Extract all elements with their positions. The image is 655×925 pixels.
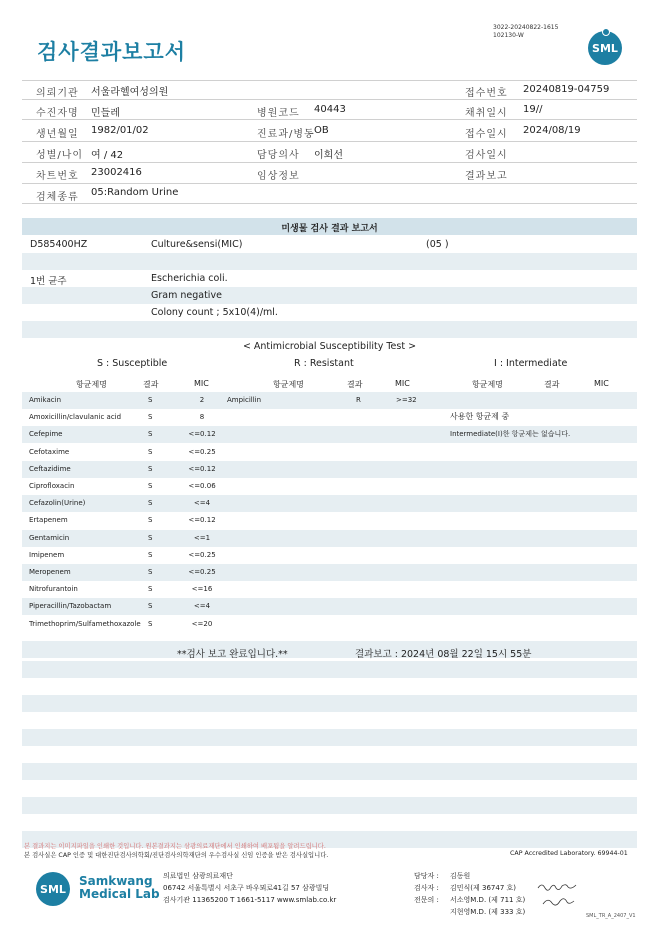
dept-label: 진료과/병동 — [257, 129, 315, 140]
test-name: Culture&sensi(MIC) — [151, 239, 243, 250]
stripe — [22, 661, 637, 678]
legend-susceptible: S : Susceptible — [97, 358, 168, 369]
recv-no-label: 접수번호 — [465, 88, 508, 99]
drug-result: S — [148, 568, 153, 576]
intermediate-note-1: 사용한 항균제 중 — [450, 412, 510, 421]
drug-result: S — [148, 430, 153, 439]
drug-name: Nitrofurantoin — [29, 585, 78, 594]
drug-name: Ertapenem — [29, 516, 68, 525]
drug-mic: <=0.12 — [188, 430, 216, 439]
table-row-stripe — [22, 641, 637, 658]
resistant-result: R — [356, 396, 361, 404]
drug-result: S — [148, 533, 153, 542]
col-mic-header: MIC — [194, 379, 209, 388]
drug-mic: <=0.12 — [188, 516, 216, 525]
drug-name: Piperacillin/Tazobactam — [29, 602, 112, 611]
test-date-label: 검사일시 — [465, 150, 508, 161]
org-name: 의료법인 삼광의료재단 — [163, 872, 233, 880]
ward-code-label: 병원코드 — [257, 108, 300, 119]
table-row-stripe — [22, 392, 637, 409]
divider — [22, 162, 637, 163]
tester-name: 김민식(제 36747 호) — [450, 884, 516, 892]
cap-accreditation: CAP Accredited Laboratory. 69944-01 — [510, 850, 628, 857]
cert-note: 본 검사실은 CAP 인증 및 대한진단검사의학회/진단검사의학재단의 우수검사실 신임 인증을 받은 검사실입니다. — [24, 852, 329, 859]
drug-name: Trimethoprim/Sulfamethoxazole — [29, 619, 141, 628]
org-value: 서울라헬여성의원 — [91, 87, 169, 98]
drug-result: S — [148, 396, 153, 404]
table-row-stripe — [22, 495, 637, 512]
col-drug-header: 항균제명 — [76, 380, 107, 389]
drug-name: Cefepime — [29, 430, 63, 439]
doctor-value: 이희선 — [314, 150, 343, 161]
legend-resistant: R : Resistant — [294, 358, 354, 369]
staff-name: 김동원 — [450, 872, 471, 880]
table-row-stripe — [22, 530, 637, 547]
stripe — [22, 287, 637, 304]
drug-mic: <=0.12 — [188, 464, 216, 473]
table-row-stripe — [22, 564, 637, 581]
drug-result: S — [148, 413, 153, 422]
legend-intermediate: I : Intermediate — [494, 358, 568, 369]
isolate-label: 1번 균주 — [30, 276, 67, 287]
drug-result: S — [148, 447, 153, 456]
drug-name: Ceftazidime — [29, 464, 71, 473]
drug-name: Meropenem — [29, 568, 71, 576]
drug-mic: 8 — [199, 413, 205, 422]
stripe — [22, 729, 637, 746]
report-complete: **검사 보고 완료입니다.** — [177, 649, 288, 660]
specialist-2: 지현영M.D. (제 333 호) — [450, 908, 526, 916]
staff-label: 담당자 : — [414, 872, 439, 880]
sex-value: 여 / 42 — [91, 150, 124, 161]
col-result-header: 결과 — [143, 380, 159, 389]
drug-mic: <=16 — [191, 585, 213, 594]
drug-name: Cefazolin(Urine) — [29, 499, 86, 508]
col-result-header: 결과 — [347, 380, 363, 389]
section-title: 미생물 검사 결과 보고서 — [281, 224, 378, 234]
report-time: 결과보고 : 2024년 08월 22일 15시 55분 — [355, 649, 532, 660]
drug-name: Cefotaxime — [29, 447, 70, 456]
tester-label: 검사자 : — [414, 884, 439, 892]
test-code: D585400HZ — [30, 239, 88, 250]
gram-stain: Gram negative — [151, 290, 222, 301]
sex-label: 성별/나이 — [36, 150, 84, 161]
report-label: 결과보고 — [465, 171, 508, 182]
specimen-label: 검체종류 — [36, 192, 79, 203]
name-value: 민들레 — [91, 108, 120, 119]
col-mic-header: MIC — [594, 379, 609, 388]
drug-name: Amikacin — [29, 396, 62, 404]
col-mic-header: MIC — [395, 379, 410, 388]
resistant-drug: Ampicillin — [227, 396, 262, 404]
drug-result: S — [148, 602, 153, 611]
org-contact: 검사기관 11365200 T 1661-5117 www.smlab.co.kr — [163, 896, 337, 904]
image-copy-note: 본 결과지는 이미지파일을 인쇄한 것입니다. 원본결과지는 삼광의료재단에서 인쇄하여 배포됨을 알려드립니다. — [24, 843, 326, 850]
clinical-label: 임상정보 — [257, 171, 300, 182]
dept-value: OB — [314, 125, 329, 136]
stripe — [22, 253, 637, 270]
specialist-label: 전문의 : — [414, 896, 439, 904]
divider — [22, 80, 637, 81]
doctor-label: 담당의사 — [257, 150, 300, 161]
drug-result: S — [148, 464, 153, 473]
signatures — [535, 880, 593, 914]
stripe — [22, 797, 637, 814]
divider — [22, 141, 637, 142]
drug-result: S — [148, 516, 153, 525]
drug-mic: <=4 — [193, 602, 211, 611]
stripe — [22, 763, 637, 780]
dob-label: 생년월일 — [36, 129, 79, 140]
drug-name: Amoxicillin/clavulanic acid — [29, 413, 122, 422]
drug-mic: 2 — [199, 396, 205, 404]
organism-name: Escherichia coli. — [151, 273, 228, 284]
divider — [22, 183, 637, 184]
specimen-value: 05:Random Urine — [91, 187, 179, 198]
page-title: 검사결과보고서 — [37, 40, 187, 64]
chart-value: 23002416 — [91, 167, 142, 178]
drug-name: Gentamicin — [29, 533, 70, 542]
table-row-stripe — [22, 598, 637, 615]
col-result-header: 결과 — [544, 380, 560, 389]
col-drug-header: 항균제명 — [273, 380, 304, 389]
org-label: 의뢰기관 — [36, 88, 79, 99]
drug-result: S — [148, 585, 153, 594]
specialist-1: 서소영M.D. (제 711 호) — [450, 896, 526, 904]
chart-label: 차트번호 — [36, 171, 79, 182]
drug-mic: <=0.25 — [188, 568, 216, 576]
drug-name: Imipenem — [29, 550, 65, 559]
org-address: 06742 서울특별시 서초구 바우뫼로41길 57 삼광빌딩 — [163, 884, 330, 892]
divider — [22, 119, 637, 120]
drug-mic: <=1 — [193, 533, 211, 542]
col-drug-header: 항균제명 — [472, 380, 503, 389]
drug-name: Ciprofloxacin — [29, 482, 75, 490]
stripe — [22, 695, 637, 712]
collect-label: 채취일시 — [465, 108, 508, 119]
divider — [22, 203, 637, 204]
drug-result: S — [148, 550, 153, 559]
drug-mic: <=4 — [193, 499, 211, 508]
colony-count: Colony count ; 5x10(4)/ml. — [151, 307, 278, 318]
drug-mic: <=20 — [191, 619, 213, 628]
drug-mic: <=0.06 — [188, 482, 216, 490]
collect-value: 19// — [523, 104, 543, 115]
recv-no-value: 20240819-04759 — [523, 84, 610, 95]
test-order-code: (05 ) — [426, 239, 449, 250]
intermediate-note-2: Intermediate(I)한 항균제는 없습니다. — [450, 430, 571, 438]
table-row-stripe — [22, 461, 637, 478]
drug-result: S — [148, 482, 153, 490]
form-code: SML_TR_A_2407_V1 — [586, 913, 636, 919]
drug-mic: <=0.25 — [188, 550, 216, 559]
name-label: 수진자명 — [36, 108, 79, 119]
ward-code-value: 40443 — [314, 104, 346, 115]
recv-date-value: 2024/08/19 — [523, 125, 581, 136]
dob-value: 1982/01/02 — [91, 125, 149, 136]
sml-logo: SML — [588, 31, 622, 65]
divider — [22, 99, 637, 100]
drug-result: S — [148, 499, 153, 508]
resistant-mic: >=32 — [396, 396, 417, 404]
document-id: 3022-20240822-1615 102130-W — [493, 24, 559, 39]
stripe — [22, 321, 637, 338]
drug-result: S — [148, 619, 153, 628]
recv-date-label: 접수일시 — [465, 129, 508, 140]
drug-mic: <=0.25 — [188, 447, 216, 456]
ast-title: < Antimicrobial Susceptibility Test > — [242, 341, 417, 352]
